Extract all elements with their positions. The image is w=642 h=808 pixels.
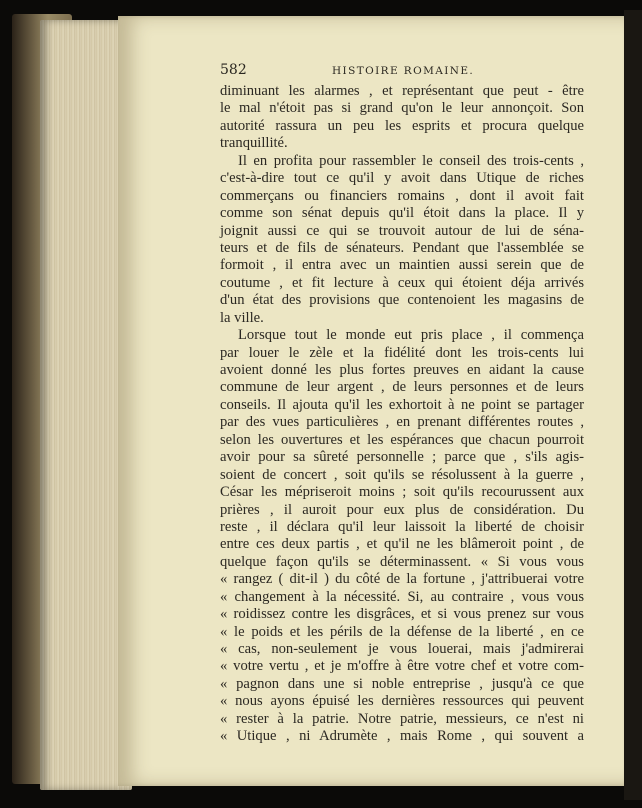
text-line: joignit aussi ce qui se trouvoit autour de lui de séna-	[220, 222, 584, 239]
text-line: « votre vertu , et je m'offre à être votre chef et votre com-	[220, 658, 584, 675]
text-line: teurs et de fils de sénateurs. Pendant que l'assemblée se	[220, 239, 584, 256]
text-line: « Utique , ni Adrumète , mais Rome , qui souvent a	[220, 728, 584, 745]
text-line: César les mépriseroit moins ; soit qu'ils recourussent aux	[220, 484, 584, 501]
text-line: « pagnon dans une si noble entreprise , jusqu'à ce que	[220, 675, 584, 692]
text-line: reste , il déclara qu'il leur laissoit la liberté de choisir	[220, 518, 584, 535]
page-number: 582	[220, 62, 247, 78]
text-line: conseils. Il ajouta qu'il les exhortoit à ne point se partager	[220, 396, 584, 413]
running-head: HISTOIRE ROMAINE.	[332, 65, 475, 77]
text-line: diminuant les alarmes , et représentant que peut - être	[220, 83, 584, 99]
text-line: « changement à la nécessité. Si, au contraire , vous vous	[220, 588, 584, 605]
text-line: par des vues particulières , en prenant différentes routes ,	[220, 414, 584, 431]
page-header	[220, 64, 584, 80]
text-line: comme son sénat depuis qu'il étoit dans la place. Il y	[220, 205, 584, 222]
text-line: la ville.	[220, 309, 264, 326]
text-line: quelque façon qu'ils se déterminassent. « Si vous vous	[220, 553, 584, 570]
text-line: par louer le zèle et la fidélité dont les trois-cents lui	[220, 344, 584, 361]
text-line: « roidissez contre les disgrâces, et si vous prenez sur vous	[220, 606, 584, 623]
body-text	[220, 83, 584, 746]
text-line: commune de leur argent , de leurs personnes et de leurs	[220, 379, 584, 396]
text-line: coutume , et fit lecture à ceux qui étoient déja arrivés	[220, 274, 584, 291]
text-line: « cas, non-seulement je vous louerai, mais j'admirerai	[220, 641, 584, 657]
text-line: Lorsque tout le monde eut pris place , il commença	[238, 327, 584, 344]
text-line: autorité rassura un peu les esprits et procura quelque	[220, 117, 584, 134]
text-line: avoient donné les plus fortes preuves en aidant la cause	[220, 362, 584, 378]
text-line: « nous ayons épuisé les dernières ressources qui peuvent	[220, 693, 584, 710]
text-line: Il en profita pour rassembler le conseil des trois-cents ,	[238, 152, 584, 169]
text-line: d'un état des provisions que contenoient les magasins de	[220, 292, 584, 309]
text-line: le mal n'étoit pas si grand qu'on le leur annonçoit. Son	[220, 100, 584, 117]
text-line: avoir pour sa sûreté personnelle ; parce que , s'ils agis-	[220, 449, 584, 466]
text-line: soient de concert , soit qu'ils se résolussent à la guerre ,	[220, 466, 584, 483]
text-line: commerçans ou financiers romains , dont il avoit fait	[220, 187, 584, 204]
text-line: entre ces deux partis , et qu'il ne les blâmeroit point , de	[220, 536, 584, 553]
text-line: selon les ouvertures et les espérances que chacun pourroit	[220, 431, 584, 448]
text-line: tranquillité.	[220, 135, 288, 152]
text-line: « rangez ( dit-il ) du côté de la fortune , j'attribuerai votre	[220, 571, 584, 588]
text-line: prières , il auroit pour eux plus de considération. Du	[220, 501, 584, 518]
right-binding-shadow	[624, 10, 642, 800]
text-line: « le poids et les périls de la défense de la liberté , en ce	[220, 623, 584, 640]
text-line: formoit , il entra avec un maintien aussi serein que de	[220, 257, 584, 274]
text-line: « rester à la patrie. Notre patrie, messieurs, ce n'est ni	[220, 710, 584, 727]
text-line: c'est-à-dire tout ce qu'il y avoit dans Utique de riches	[220, 170, 584, 187]
